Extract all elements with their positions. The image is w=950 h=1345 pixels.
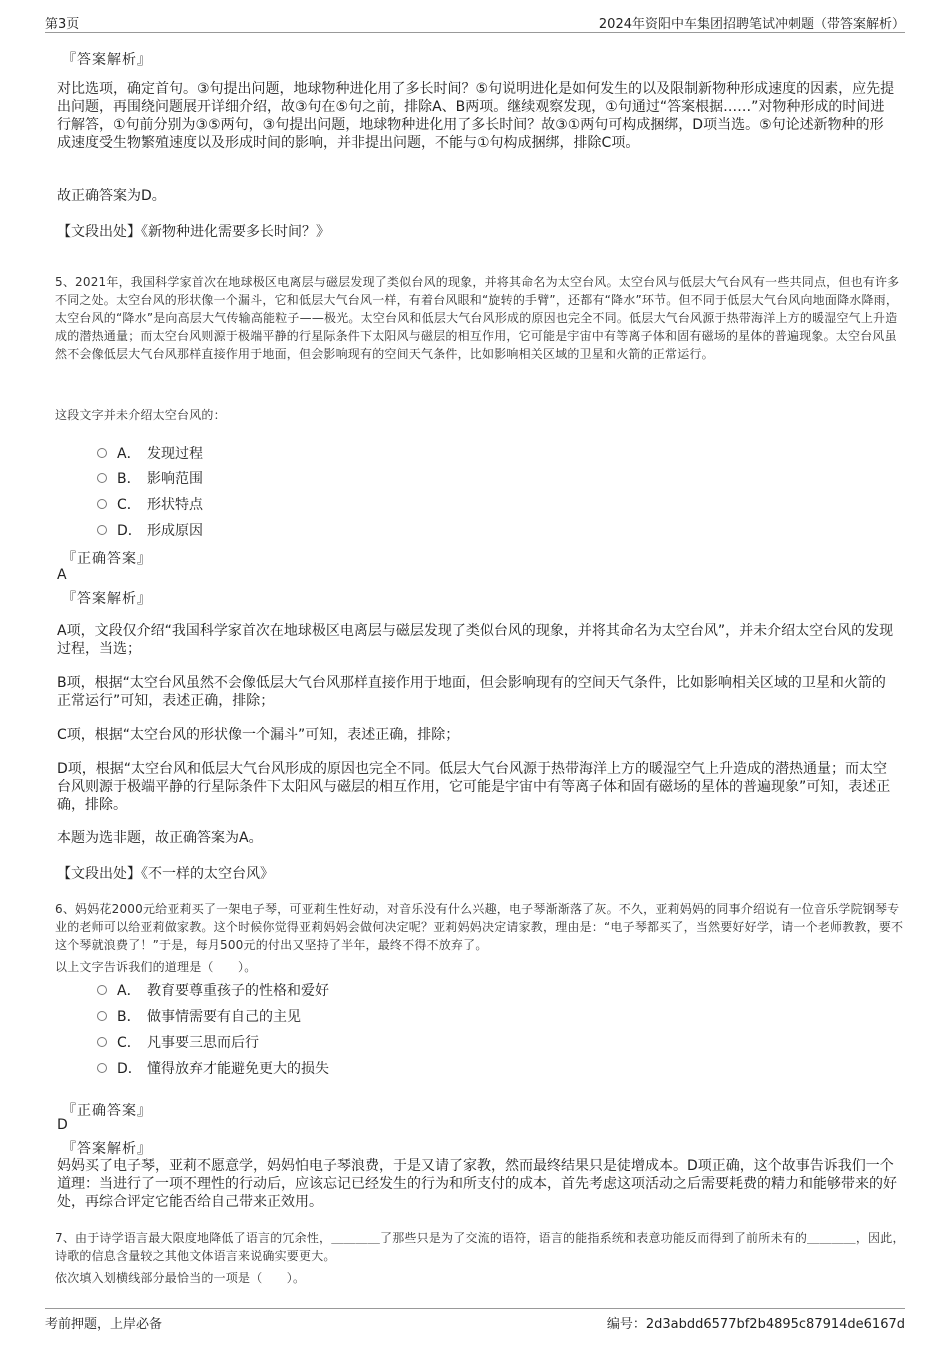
radio-icon[interactable] xyxy=(97,473,107,483)
option-letter: D． xyxy=(117,1061,142,1077)
q7-question: 依次填入划横线部分最恰当的一项是（ ）。 xyxy=(55,1271,306,1285)
q6-analysis: 妈妈买了电子琴，亚莉不愿意学，妈妈怕电子琴浪费，于是又请了家教，然而最终结果只是徒增成本。D项正确，这个故事告诉我们一个道理：当进行了一项不理性的行动后，应该忘记已经发生的行为和所支付的成本，首先考虑这项活动之后需要耗费的精力和能够带来的好处，再综合评定它能否给自己带来正效用。 xyxy=(57,1158,897,1210)
radio-icon[interactable] xyxy=(97,985,107,995)
radio-icon[interactable] xyxy=(97,525,107,535)
q7-stem: 7、由于诗学语言最大限度地降低了语言的冗余性，＿＿＿＿了那些只是为了交流的语符，语言的能指系统和表意功能反而得到了前所未有的＿＿＿＿，因此，诗歌的信息含量较之其他文体语言来说确实要更大。 xyxy=(55,1231,905,1263)
page-number: 第3页 xyxy=(45,17,80,32)
code-label: 编号： xyxy=(606,1317,646,1332)
q5-stem: 5、2021年，我国科学家首次在地球极区电离层与磁层发现了类似台风的现象，并将其命名为太空台风。太空台风与低层大气台风有一些共同点，但也有许多不同之处。太空台风的形状像一个漏斗，它和低层大气台风一样，有着台风眼和“旋转的手臂”，还都有“降水”环节。但不同于低层大气台风向地面降水降雨，太空台风的“降水”是向高层大气传输高能粒子——极光。太空台风和低层大气台风形成的原因也完全不同。低层大气台风源于热带海洋上方的暖湿空气上升造成的潜热通量；而太空台风则源于极端平静的行星际条件下太阳风与磁层的相互作用，它可能是宇宙中有等离子体和固有磁场的星体的普遍现象。太空台风虽然不会像低层大气台风那样直接作用于地面，但会影响现有的空间天气条件，比如影响相关区域的卫星和火箭的正常运行。 xyxy=(55,275,900,361)
footer-rule xyxy=(45,1308,905,1309)
radio-icon[interactable] xyxy=(97,1037,107,1047)
q5-answer-label: 『正确答案』 xyxy=(62,551,152,567)
footer-code xyxy=(607,1313,905,1332)
q5-answer: A xyxy=(57,567,67,583)
option-text: 形成原因 xyxy=(147,523,203,539)
option-letter: C． xyxy=(117,1035,141,1051)
document-title: 2024年资阳中车集团招聘笔试冲刺题（带答案解析） xyxy=(598,17,905,32)
q5-question: 这段文字并未介绍太空台风的： xyxy=(55,408,226,422)
option-text: 发现过程 xyxy=(147,446,203,462)
q6-option-d[interactable] xyxy=(97,1058,329,1078)
option-text: 形状特点 xyxy=(147,497,203,513)
q5-analysis-d: D项，根据“太空台风和低层大气台风形成的原因也完全不同。低层大气台风源于热带海洋上方的暖湿空气上升造成的潜热通量；而太空台风则源于极端平静的行星际条件下太阳风与磁层的相互作用，它可能是宇宙中有等离子体和固有磁场的星体的普遍现象”可知，表述正确，排除。 xyxy=(57,761,891,813)
q4-source: 【文段出处】《新物种进化需要多长时间？》 xyxy=(57,224,330,240)
radio-icon[interactable] xyxy=(97,499,107,509)
q6-question: 以上文字告诉我们的道理是（ ）。 xyxy=(55,960,257,974)
option-text: 影响范围 xyxy=(147,471,203,487)
radio-icon[interactable] xyxy=(97,448,107,458)
footer-slogan: 考前押题，上岸必备 xyxy=(45,1317,163,1332)
q6-analysis-label: 『答案解析』 xyxy=(62,1141,152,1157)
radio-icon[interactable] xyxy=(97,1011,107,1021)
q6-stem: 6、妈妈花2000元给亚莉买了一架电子琴，可亚莉生性好动，对音乐没有什么兴趣，电子琴渐渐落了灰。不久，亚莉妈妈的同事介绍说有一位音乐学院钢琴专业的老师可以给亚莉做家教。这个时候你觉得亚莉妈妈会做何决定呢？亚莉妈妈决定请家教，理由是：“电子琴都买了，当然要好好学，请一个老师教教，要不这个琴就浪费了！”于是，每月500元的付出又坚持了半年，最终不得不放弃了。 xyxy=(55,902,904,952)
q5-option-d[interactable] xyxy=(97,520,203,540)
q6-answer-label: 『正确答案』 xyxy=(62,1103,152,1119)
option-letter: B． xyxy=(117,1009,141,1025)
q6-option-a[interactable] xyxy=(97,980,329,1000)
option-text: 凡事要三思而后行 xyxy=(147,1035,259,1051)
option-text: 教育要尊重孩子的性格和爱好 xyxy=(147,983,329,999)
option-letter: B． xyxy=(117,471,141,487)
q5-option-a[interactable] xyxy=(97,443,203,463)
q5-option-b[interactable] xyxy=(97,468,203,488)
q4-conclusion: 故正确答案为D。 xyxy=(57,188,166,204)
q6-option-c[interactable] xyxy=(97,1032,259,1052)
q5-analysis-label: 『答案解析』 xyxy=(62,591,152,607)
q5-option-c[interactable] xyxy=(97,494,203,514)
q5-conclusion: 本题为选非题，故正确答案为A。 xyxy=(57,830,263,846)
option-text: 做事情需要有自己的主见 xyxy=(147,1009,301,1025)
q5-analysis-b: B项，根据“太空台风虽然不会像低层大气台风那样直接作用于地面，但会影响现有的空间天气条件，比如影响相关区域的卫星和火箭的正常运行”可知，表述正确，排除； xyxy=(57,675,886,709)
header-rule xyxy=(45,32,905,33)
option-text: 懂得放弃才能避免更大的损失 xyxy=(147,1061,329,1077)
code-value: 2d3abdd6577bf2b4895c87914de6167d xyxy=(645,1317,905,1332)
radio-icon[interactable] xyxy=(97,1063,107,1073)
q4-analysis-text: 对比选项，确定首句。③句提出问题，地球物种进化用了多长时间？⑤句说明进化是如何发生的以及限制新物种形成速度的因素，应先提出问题，再围绕问题展开详细介绍，故③句在⑤句之前，排除A、B两项。继续观察发现，①句通过“答案根据……”对物种形成的时间进行解答，①句前分别为③⑤两句，③句提出问题，地球物种进化用了多长时间？故③①两句可构成捆绑，D项当选。⑤句论述新物种的形成速度受生物繁殖速度以及形成时间的影响，并非提出问题，不能与①句构成捆绑，排除C项。 xyxy=(57,81,895,151)
q6-answer: D xyxy=(57,1117,68,1133)
option-letter: A． xyxy=(117,983,141,999)
q4-analysis-label: 『答案解析』 xyxy=(62,52,152,68)
option-letter: A． xyxy=(117,446,141,462)
option-letter: C． xyxy=(117,497,141,513)
q5-analysis-c: C项，根据“太空台风的形状像一个漏斗”可知，表述正确，排除； xyxy=(57,727,460,743)
q5-analysis-a: A项，文段仅介绍“我国科学家首次在地球极区电离层与磁层发现了类似台风的现象，并将其命名为太空台风”，并未介绍太空台风的发现过程，当选； xyxy=(57,623,894,657)
q5-source: 【文段出处】《不一样的太空台风》 xyxy=(57,866,274,882)
q6-option-b[interactable] xyxy=(97,1006,301,1026)
option-letter: D． xyxy=(117,523,142,539)
